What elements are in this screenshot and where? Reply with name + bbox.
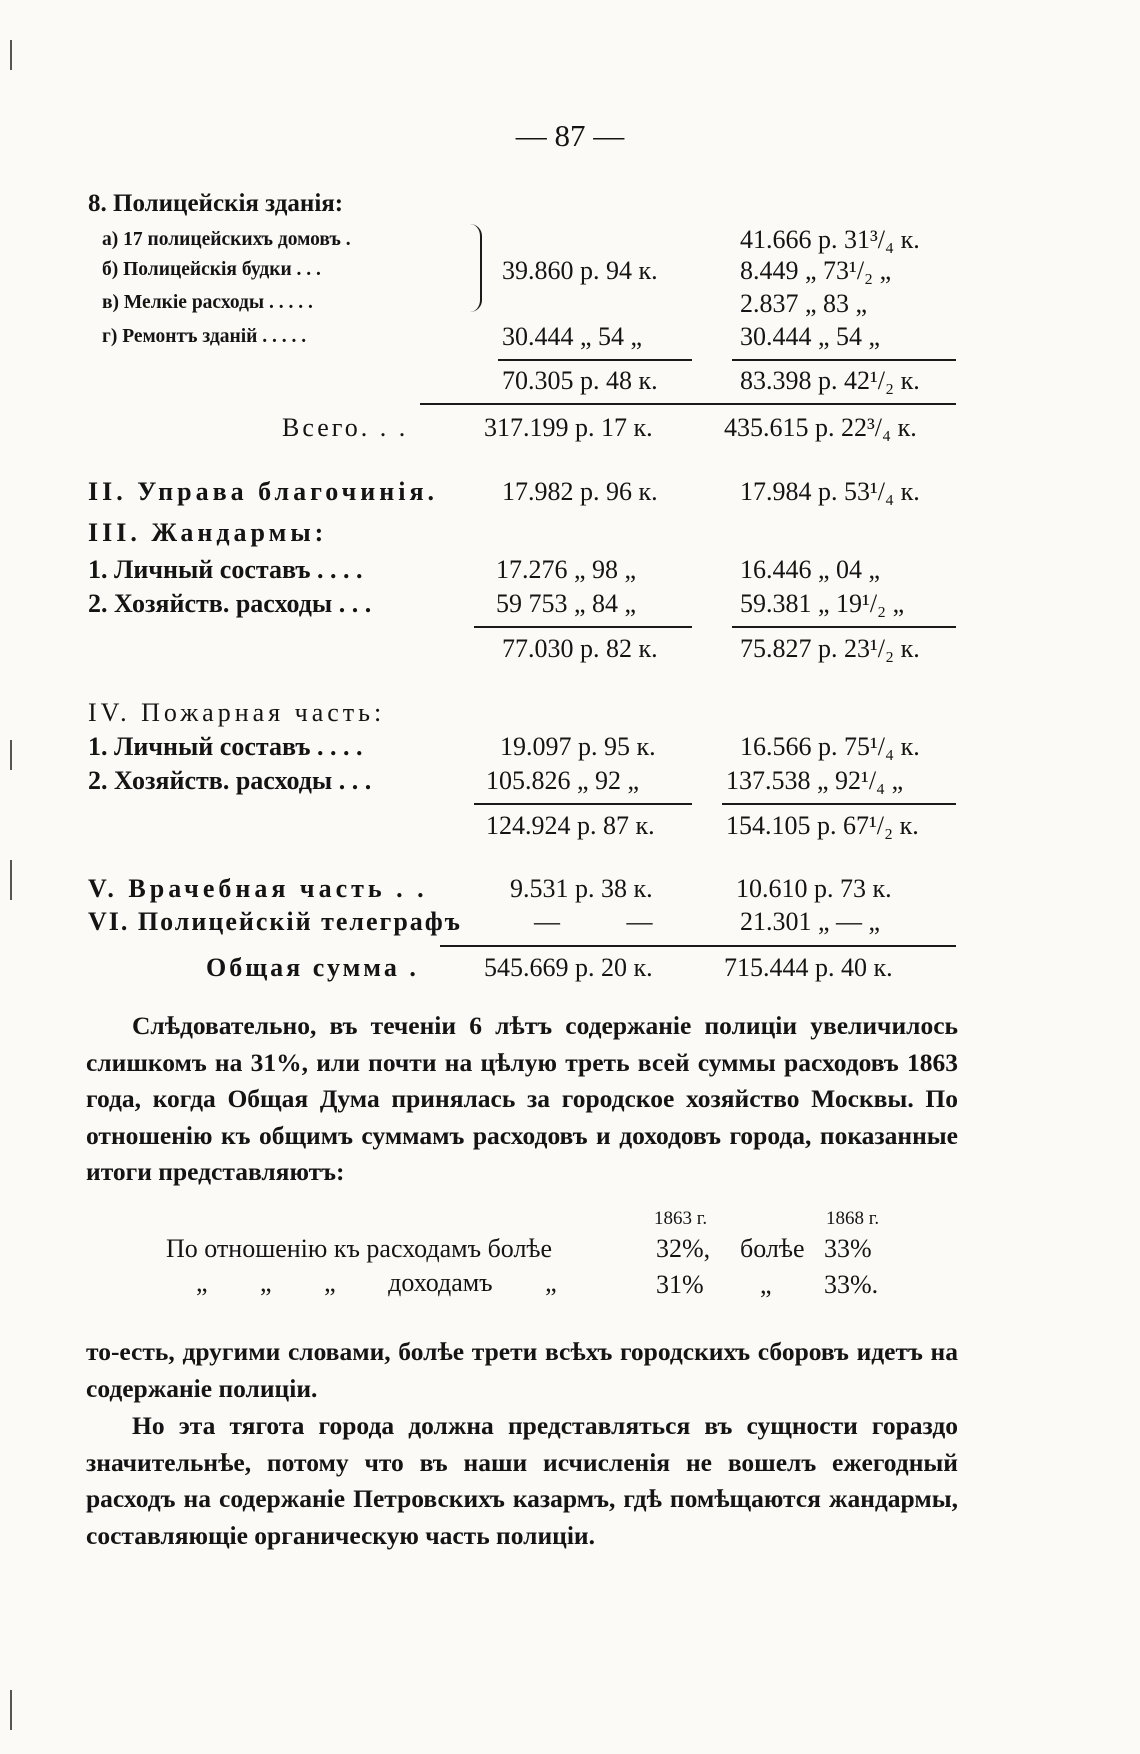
section-4-heading: IV. Пожарная часть: bbox=[88, 698, 386, 727]
ratio-value-1868: 33%. bbox=[824, 1270, 879, 1299]
ratio-value-1868: 33% bbox=[824, 1234, 872, 1263]
row-value-1868: 137.538 „ 92¹/₄ „ bbox=[726, 766, 904, 795]
year-1863-header: 1863 г. bbox=[654, 1208, 708, 1229]
curly-brace bbox=[470, 224, 482, 312]
paragraph: Слѣдовательно, въ теченіи 6 лѣтъ содержаніе полиціи увеличилось слишкомъ на 31%, или почти на цѣлую треть всей суммы расходовъ 1863 года, когда Общая Дума принялась за городское хозяйство Москвы. По отношенію къ общимъ суммамъ расходовъ и доходовъ города, показанные итоги представляютъ: bbox=[86, 1011, 958, 1186]
ratio-value-1863: 31% bbox=[656, 1270, 704, 1299]
section-8-heading: 8. Полицейскія зданія: bbox=[88, 190, 344, 217]
row-value-1863: 39.860 р. 94 к. bbox=[502, 256, 658, 285]
margin-mark bbox=[10, 740, 12, 770]
row-label: в) Мелкіе расходы . . . . . bbox=[102, 292, 313, 313]
total-1868: 435.615 р. 22³/₄ к. bbox=[724, 413, 917, 442]
sum-rule bbox=[722, 803, 956, 805]
section-6-label: VI. Полицейскій телеграфъ bbox=[88, 907, 462, 936]
sum-rule bbox=[498, 359, 692, 361]
sum-rule bbox=[420, 403, 956, 405]
year-1868-header: 1868 г. bbox=[826, 1208, 880, 1229]
row-value-1863: 59 753 „ 84 „ bbox=[496, 589, 637, 618]
row-value-1868: 41.666 р. 31³/₄ к. bbox=[740, 225, 920, 254]
margin-mark bbox=[10, 40, 12, 70]
margin-mark bbox=[10, 1690, 12, 1730]
section-5-1868: 10.610 р. 73 к. bbox=[736, 874, 892, 903]
row-label: а) 17 полицейскихъ домовъ . bbox=[102, 229, 351, 250]
section-2-label: II. Управа благочинія. bbox=[88, 477, 439, 506]
grand-total-1868: 715.444 р. 40 к. bbox=[724, 953, 893, 982]
section-5-1863: 9.531 р. 38 к. bbox=[510, 874, 653, 903]
ratio-value-1863: 32%, bbox=[656, 1234, 711, 1263]
row-value-1863: 30.444 „ 54 „ bbox=[502, 322, 643, 351]
margin-mark bbox=[10, 860, 12, 900]
total-label: Всего. . . bbox=[282, 413, 409, 442]
row-label: 2. Хозяйств. расходы . . . bbox=[88, 766, 372, 795]
grand-total-1863: 545.669 р. 20 к. bbox=[484, 953, 653, 982]
section-3-total-1868: 75.827 р. 23¹/₂ к. bbox=[740, 634, 920, 663]
section-2-1863: 17.982 р. 96 к. bbox=[502, 477, 658, 506]
grand-total-label: Общая сумма . bbox=[206, 953, 419, 982]
section-5-label: V. Врачебная часть . . bbox=[88, 874, 428, 903]
sum-rule bbox=[732, 626, 956, 628]
sum-rule bbox=[440, 945, 956, 947]
row-label: г) Ремонтъ зданій . . . . . bbox=[102, 326, 307, 347]
sum-rule bbox=[732, 359, 956, 361]
row-value-1863: 17.276 „ 98 „ bbox=[496, 555, 637, 584]
row-label: 2. Хозяйств. расходы . . . bbox=[88, 589, 372, 618]
section-3-total-1863: 77.030 р. 82 к. bbox=[502, 634, 658, 663]
ratio-row-label: По отношенію къ расходамъ болѣе bbox=[166, 1234, 553, 1263]
row-value-1868: 30.444 „ 54 „ bbox=[740, 322, 881, 351]
row-value-1868: 16.446 „ 04 „ bbox=[740, 555, 881, 584]
section-6-1868: 21.301 „ — „ bbox=[740, 907, 881, 936]
ratio-mid: „ bbox=[760, 1270, 772, 1299]
ratio-row-label: „ „ „ доходамъ „ bbox=[196, 1268, 557, 1297]
total-1863: 317.199 р. 17 к. bbox=[484, 413, 653, 442]
subtotal-1863: 70.305 р. 48 к. bbox=[502, 366, 658, 395]
row-value-1868: 16.566 р. 75¹/₄ к. bbox=[740, 732, 920, 761]
section-4-total-1868: 154.105 р. 67¹/₂ к. bbox=[726, 811, 919, 840]
sum-rule bbox=[474, 803, 692, 805]
row-value-1868: 2.837 „ 83 „ bbox=[740, 289, 868, 318]
row-label: 1. Личный составъ . . . . bbox=[88, 555, 363, 584]
subtotal-1868: 83.398 р. 42¹/₂ к. bbox=[740, 366, 920, 395]
row-value-1868: 59.381 „ 19¹/₂ „ bbox=[740, 589, 905, 618]
row-value-1868: 8.449 „ 73¹/₂ „ bbox=[740, 256, 892, 285]
section-2-1868: 17.984 р. 53¹/₄ к. bbox=[740, 477, 920, 506]
section-6-1863: — — bbox=[534, 907, 653, 936]
page-number: — 87 — bbox=[515, 118, 625, 153]
row-label: б) Полицейскія будки . . . bbox=[102, 259, 321, 280]
section-4-total-1863: 124.924 р. 87 к. bbox=[486, 811, 655, 840]
row-label: 1. Личный составъ . . . . bbox=[88, 732, 363, 761]
row-value-1863: 19.097 р. 95 к. bbox=[500, 732, 656, 761]
section-3-heading: III. Жандармы: bbox=[88, 518, 328, 547]
paragraph: Но эта тягота города должна представляться въ сущности гораздо значительнѣе, потому что въ наши исчисленія не вошелъ ежегодный расходъ на содержаніе Петровскихъ казармъ, гдѣ помѣщаются жандармы, составляющіе органическую часть полиціи. bbox=[86, 1411, 958, 1550]
paragraph: то-есть, другими словами, болѣе трети всѣхъ городскихъ сборовъ идетъ на содержаніе полиціи. bbox=[86, 1337, 958, 1403]
row-value-1863: 105.826 „ 92 „ bbox=[486, 766, 640, 795]
ratio-mid: болѣе bbox=[740, 1234, 805, 1263]
sum-rule bbox=[474, 626, 692, 628]
